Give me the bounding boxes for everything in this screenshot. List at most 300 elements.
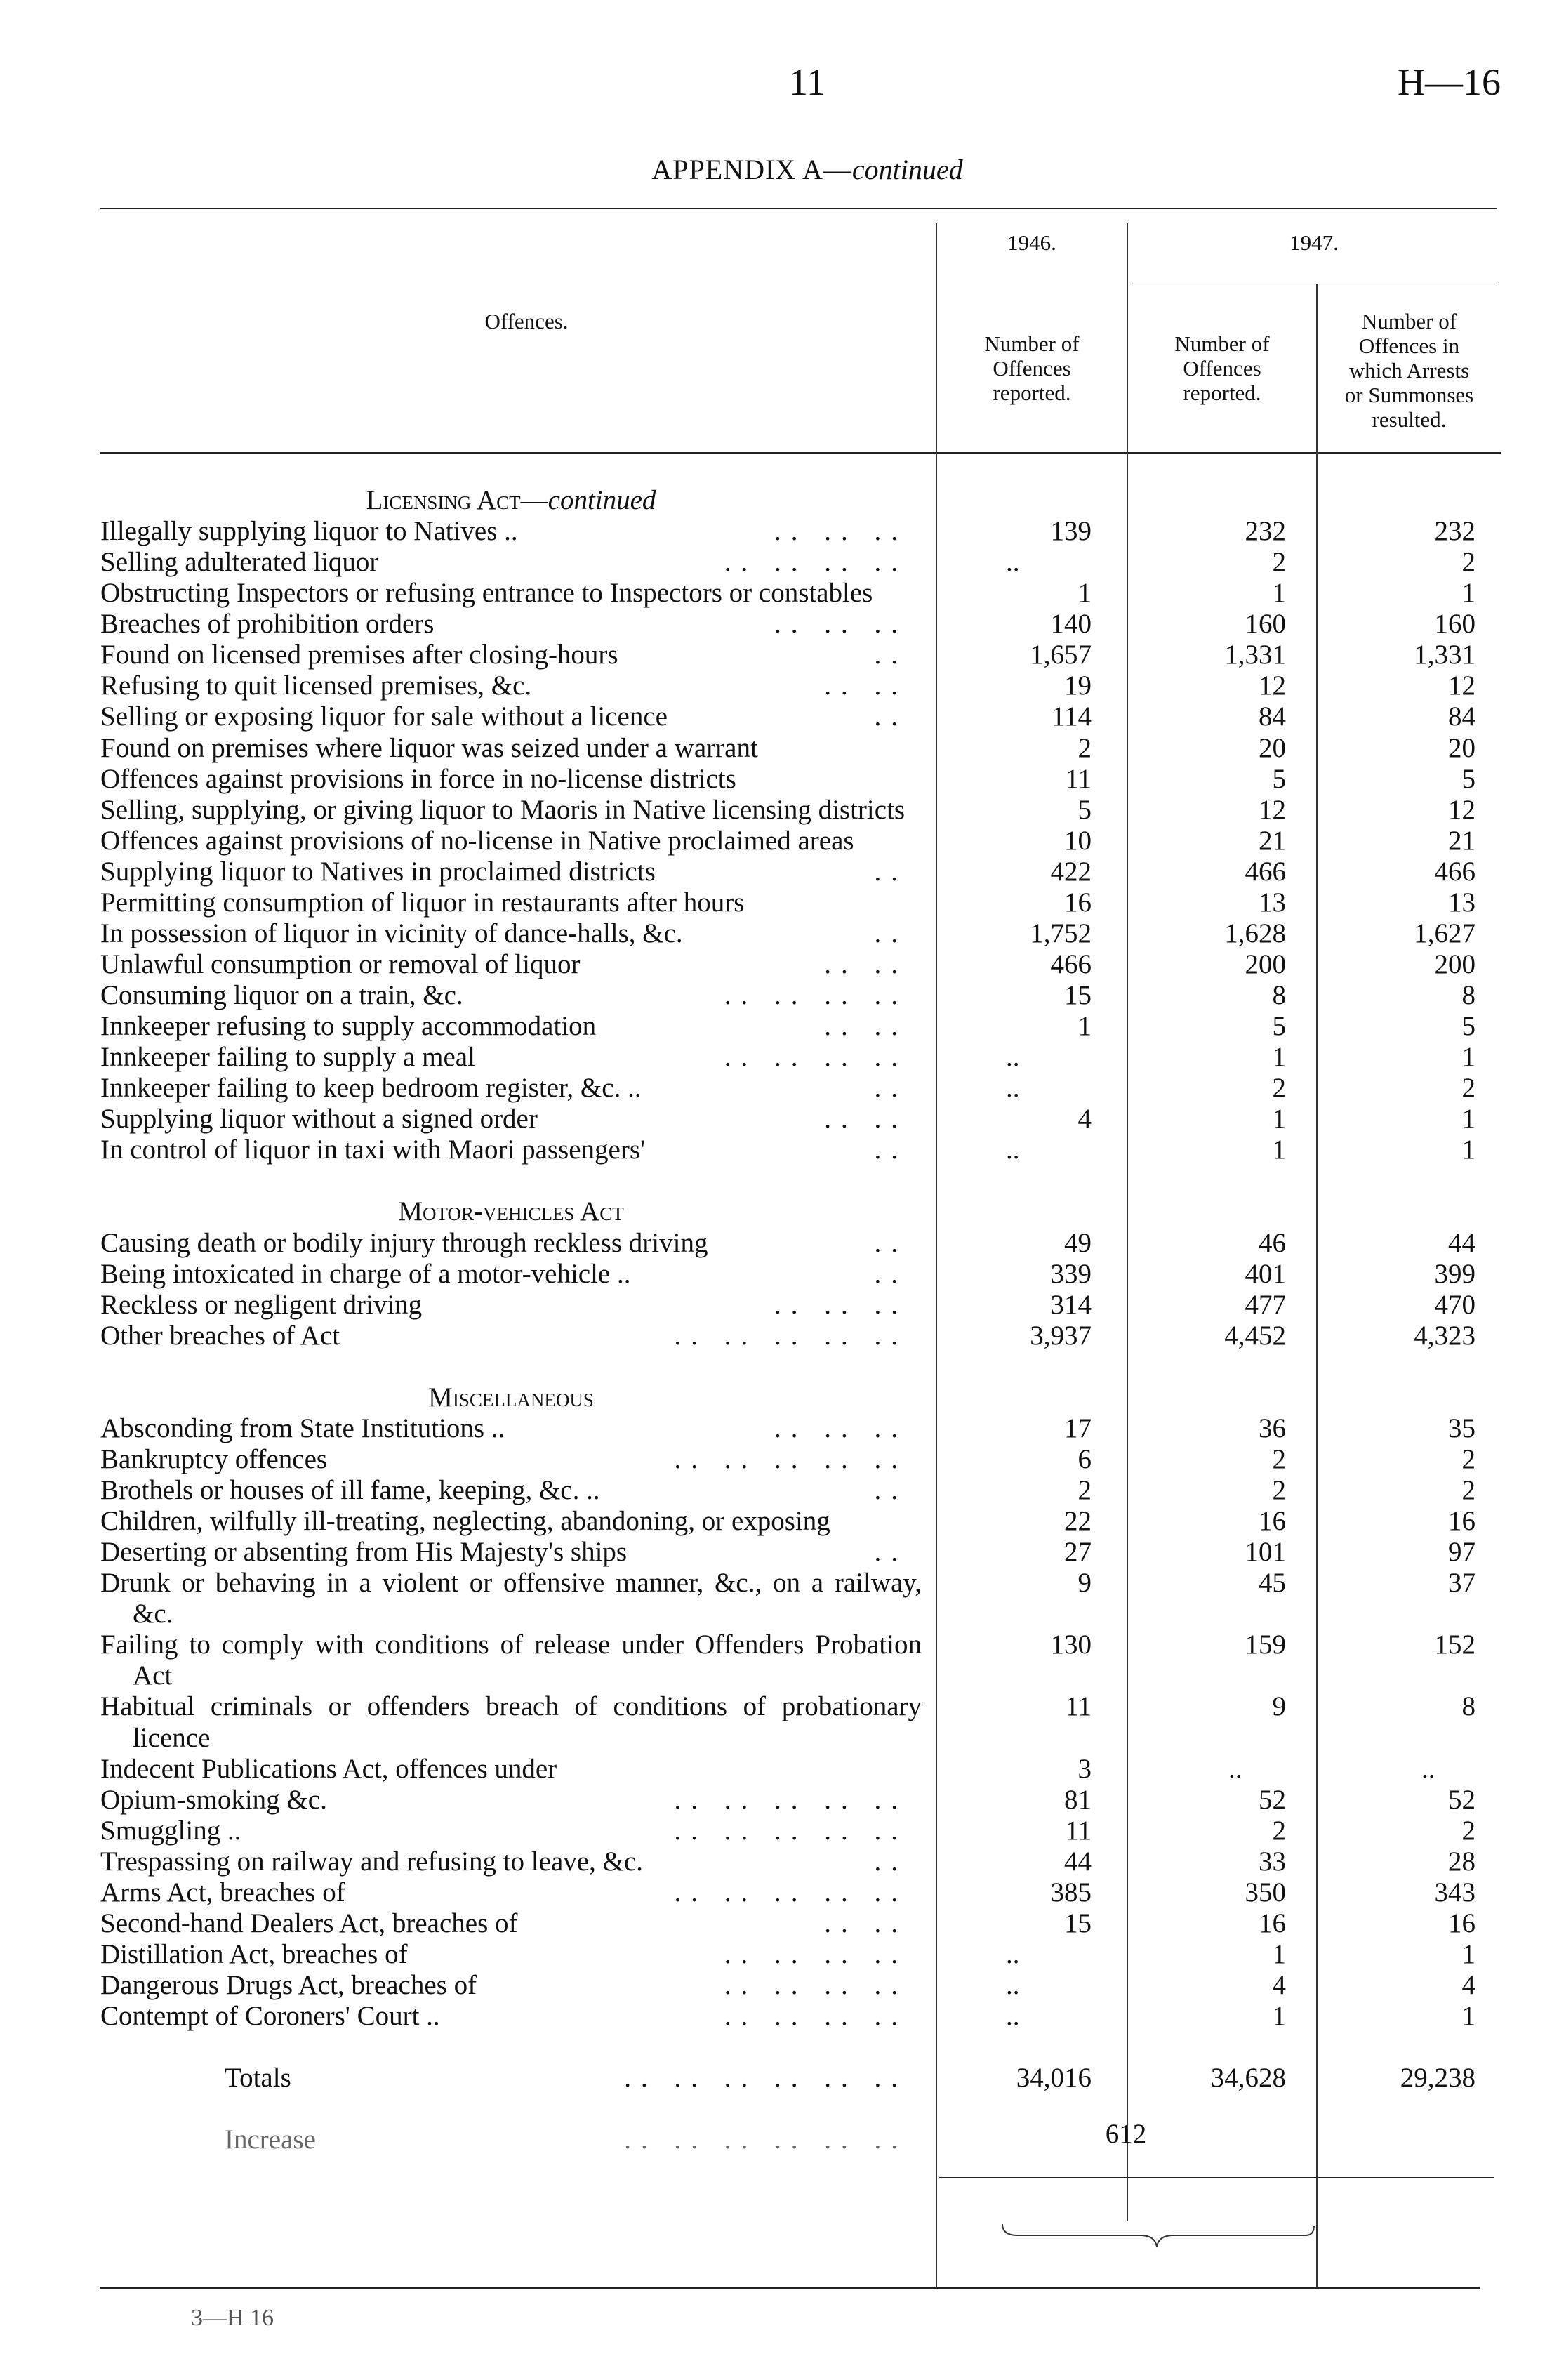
section-heading xyxy=(100,1196,1501,1227)
offence-label xyxy=(100,980,936,1011)
dot-leader: .. .. .. .. .. xyxy=(674,1784,908,1815)
offence-label xyxy=(100,547,936,578)
count-1946-reported: 130 xyxy=(1050,1629,1092,1660)
count-1947-arrests: 37 xyxy=(1448,1568,1475,1599)
count-1946-reported: 44 xyxy=(1064,1846,1092,1877)
count-1947-reported: 401 xyxy=(1245,1258,1286,1289)
offence-text: Bankruptcy offences xyxy=(100,1444,331,1474)
count-1947-reported: 16 xyxy=(1259,1908,1286,1938)
offence-text: In control of liquor in taxi with Maori passengers' xyxy=(100,1135,649,1165)
count-1947-arrests: .. xyxy=(1421,1753,1435,1784)
count-1947-reported: 232 xyxy=(1245,516,1286,547)
section-heading-text: Miscellaneous xyxy=(428,1382,594,1413)
table-row xyxy=(100,1970,1501,2001)
count-1946-reported: 15 xyxy=(1064,980,1092,1010)
header-line: Number of xyxy=(1174,331,1270,356)
count-1947-arrests: 2 xyxy=(1461,1443,1475,1474)
count-1946-reported: .. xyxy=(1006,1042,1020,1073)
offence-text: Brothels or houses of ill fame, keeping, &c. .. xyxy=(100,1475,604,1505)
bottom-rule xyxy=(100,2287,1480,2289)
count-1947-arrests: 28 xyxy=(1448,1846,1475,1877)
offence-label xyxy=(100,640,936,670)
document-code: H—16 xyxy=(1398,61,1501,103)
header-line: Offences xyxy=(1183,356,1261,381)
offence-text: Other breaches of Act xyxy=(100,1321,344,1351)
count-1947-arrests: 1 xyxy=(1461,1135,1475,1165)
count-1947-arrests: 8 xyxy=(1461,980,1475,1010)
footer-code: 3—H 16 xyxy=(191,2305,274,2331)
totals-label xyxy=(100,2063,936,2094)
offences-table xyxy=(100,485,1501,2155)
offence-label xyxy=(100,1042,936,1073)
table-row xyxy=(100,1073,1501,1104)
count-1947-arrests: 1 xyxy=(1461,1104,1475,1135)
table-row xyxy=(100,1846,1501,1877)
table-row xyxy=(100,670,1501,701)
table-row xyxy=(100,918,1501,949)
offence-label xyxy=(100,733,936,764)
offence-label xyxy=(100,1537,936,1568)
offence-text: Supplying liquor without a signed order xyxy=(100,1104,542,1134)
count-1946-reported: 339 xyxy=(1050,1258,1092,1289)
count-1947-arrests: 1 xyxy=(1461,1042,1475,1073)
appendix-title-suffix: continued xyxy=(851,154,963,185)
count-1946-reported: 2 xyxy=(1077,732,1092,763)
count-1947-reported: 1 xyxy=(1272,578,1286,609)
table-row xyxy=(100,980,1501,1011)
count-1947-arrests: 12 xyxy=(1448,670,1475,701)
offence-label xyxy=(100,1135,936,1165)
count-1946-reported: 466 xyxy=(1050,948,1092,979)
count-1946-reported: 1,752 xyxy=(1030,918,1092,948)
totals-text: Totals xyxy=(225,2063,296,2093)
count-1947-arrests: 2 xyxy=(1461,1475,1475,1505)
dot-leader: .. .. xyxy=(824,948,908,979)
appendix-title xyxy=(491,153,1123,186)
table-row xyxy=(100,1816,1501,1846)
dot-leader: .. .. .. .. xyxy=(724,1970,908,2000)
section-heading-label xyxy=(100,1382,936,1413)
count-1947-reported: 46 xyxy=(1259,1227,1286,1258)
count-1947-arrests: 2 xyxy=(1461,1815,1475,1846)
offence-label xyxy=(100,1104,936,1135)
table-row xyxy=(100,1475,1501,1506)
count-1947-arrests: 466 xyxy=(1434,856,1475,887)
offence-text: Consuming liquor on a train, &c. xyxy=(100,980,467,1010)
table-row xyxy=(100,733,1501,764)
dot-leader: .. xyxy=(874,856,908,887)
table-row xyxy=(100,1506,1501,1537)
spacer xyxy=(100,1351,1501,1382)
table-row xyxy=(100,701,1501,732)
dot-leader: .. .. .. .. .. .. xyxy=(624,2124,908,2155)
count-1946-reported: 3,937 xyxy=(1030,1320,1092,1351)
offence-text: Supplying liquor to Natives in proclaimed districts xyxy=(100,857,660,887)
table-row xyxy=(100,1908,1501,1939)
count-1947-reported: 1 xyxy=(1272,1104,1286,1135)
table-row xyxy=(100,1104,1501,1135)
table-row xyxy=(100,1754,1501,1785)
dot-leader: .. .. .. .. xyxy=(724,980,908,1010)
table-row xyxy=(100,1228,1501,1259)
count-1947-reported: 1,628 xyxy=(1224,918,1286,948)
table-row xyxy=(100,547,1501,578)
offence-text: Failing to comply with conditions of release under Offenders Probation Act xyxy=(100,1629,922,1691)
table-row xyxy=(100,1321,1501,1351)
count-1947-reported: 2 xyxy=(1272,1475,1286,1505)
count-1946-reported: 11 xyxy=(1065,1815,1092,1846)
offence-text: Obstructing Inspectors or refusing entrance to Inspectors or constables xyxy=(100,578,877,608)
count-1947-reported: 2 xyxy=(1272,1815,1286,1846)
dot-leader: .. .. .. .. xyxy=(724,2001,908,2032)
count-1946-reported: .. xyxy=(1006,1073,1020,1104)
offence-label xyxy=(100,1506,936,1537)
dot-leader: .. xyxy=(874,640,908,670)
offence-text: Illegally supplying liquor to Natives .. xyxy=(100,516,522,546)
count-1946-reported: 19 xyxy=(1064,670,1092,701)
count-1946-reported: 34,016 xyxy=(1016,2063,1092,2094)
count-1946-reported: .. xyxy=(1006,547,1020,578)
offence-label xyxy=(100,1939,936,1970)
table-row xyxy=(100,2001,1501,2032)
appendix-title-text: APPENDIX A— xyxy=(651,154,852,185)
count-1947-arrests: 5 xyxy=(1461,763,1475,794)
offence-label xyxy=(100,1970,936,2001)
offence-text: Absconding from State Institutions .. xyxy=(100,1413,509,1443)
count-1946-reported: 1 xyxy=(1077,1011,1092,1042)
dot-leader: .. xyxy=(874,1135,908,1165)
count-1947-arrests: 52 xyxy=(1448,1784,1475,1815)
year-1947-header: 1947. xyxy=(1289,230,1339,255)
count-1947-reported: 34,628 xyxy=(1210,2063,1286,2094)
offence-label xyxy=(100,764,936,795)
count-1946-reported: .. xyxy=(1006,1938,1020,1969)
offence-text: Drunk or behaving in a violent or offensive manner, &c., on a railway, &c. xyxy=(100,1568,922,1629)
offence-label xyxy=(100,1475,936,1506)
offence-text: Reckless or negligent driving xyxy=(100,1290,426,1320)
count-1947-arrests: 4 xyxy=(1461,1970,1475,2000)
table-row xyxy=(100,826,1501,857)
count-1947-arrests: 1 xyxy=(1461,578,1475,609)
offence-label xyxy=(100,670,936,701)
header-line: which Arrests xyxy=(1348,358,1470,383)
count-1946-reported: 49 xyxy=(1064,1227,1092,1258)
count-1946-reported: 11 xyxy=(1065,1691,1092,1722)
offence-label xyxy=(100,949,936,980)
count-1947-reported: 9 xyxy=(1272,1691,1286,1722)
offence-label xyxy=(100,1290,936,1321)
increase-brace xyxy=(997,2223,1320,2251)
count-1946-reported: 422 xyxy=(1050,856,1092,887)
count-1947-reported: 350 xyxy=(1245,1877,1286,1908)
offence-text: Found on premises where liquor was seized under a warrant xyxy=(100,733,762,763)
header-line: Offences in xyxy=(1358,333,1460,358)
offence-label xyxy=(100,2001,936,2032)
count-1947-reported: 2 xyxy=(1272,1443,1286,1474)
offence-text: Trespassing on railway and refusing to leave, &c. xyxy=(100,1846,647,1877)
dot-leader: .. .. .. xyxy=(774,1413,908,1443)
table-row xyxy=(100,578,1501,609)
count-1946-reported: 6 xyxy=(1077,1443,1092,1474)
dot-leader: .. .. .. .. .. xyxy=(674,1443,908,1474)
offence-label xyxy=(100,701,936,732)
count-1947-arrests: 470 xyxy=(1434,1289,1475,1320)
table-row xyxy=(100,1042,1501,1073)
count-1947-reported: 52 xyxy=(1259,1784,1286,1815)
count-1947-reported: 33 xyxy=(1259,1846,1286,1877)
header-line: Number of xyxy=(1361,309,1457,333)
table-row xyxy=(100,609,1501,640)
count-1947-reported: 5 xyxy=(1272,763,1286,794)
offence-text: Unlawful consumption or removal of liquor xyxy=(100,949,584,979)
offence-text: Dangerous Drugs Act, breaches of xyxy=(100,1970,481,2000)
count-1947-arrests: 1,331 xyxy=(1414,640,1475,670)
count-1947-arrests: 160 xyxy=(1434,609,1475,640)
offence-text: Opium-smoking &c. xyxy=(100,1785,331,1815)
dot-leader: .. xyxy=(874,1475,908,1505)
table-row xyxy=(100,1939,1501,1970)
section-heading-label xyxy=(100,1196,936,1227)
increase-label xyxy=(100,2124,936,2155)
count-1947-reported: 84 xyxy=(1259,701,1286,732)
count-1947-reported: 160 xyxy=(1245,609,1286,640)
table-row xyxy=(100,1444,1501,1475)
count-1947-arrests: 44 xyxy=(1448,1227,1475,1258)
offence-text: Smuggling .. xyxy=(100,1816,245,1846)
count-1947-reported: 12 xyxy=(1259,794,1286,825)
offence-text: In possession of liquor in vicinity of dance-halls, &c. xyxy=(100,918,687,948)
count-1946-reported: 5 xyxy=(1077,794,1092,825)
offence-label xyxy=(100,1413,936,1444)
table-row xyxy=(100,640,1501,670)
count-1947-arrests: 16 xyxy=(1448,1506,1475,1537)
offence-text: Innkeeper failing to keep bedroom register, &c. .. xyxy=(100,1073,646,1103)
dot-leader: .. .. .. xyxy=(774,609,908,640)
offence-text: Being intoxicated in charge of a motor-vehicle .. xyxy=(100,1259,635,1289)
offence-label xyxy=(100,1011,936,1042)
count-1947-reported: 5 xyxy=(1272,1011,1286,1042)
col-1947-reported-header xyxy=(1128,331,1316,405)
count-1947-reported: 101 xyxy=(1245,1537,1286,1568)
count-1946-reported: 17 xyxy=(1064,1413,1092,1443)
offence-label xyxy=(100,1321,936,1351)
dot-leader: .. .. .. xyxy=(774,1289,908,1320)
offence-label xyxy=(100,1629,936,1691)
count-1947-reported: 8 xyxy=(1272,980,1286,1010)
count-1947-arrests: 84 xyxy=(1448,701,1475,732)
count-1947-reported: 1,331 xyxy=(1224,640,1286,670)
count-1947-arrests: 232 xyxy=(1434,516,1475,547)
table-row xyxy=(100,1537,1501,1568)
header-bottom-rule xyxy=(100,452,1501,454)
section-heading-text: Motor-vehicles Act xyxy=(398,1196,624,1227)
count-1947-arrests: 399 xyxy=(1434,1258,1475,1289)
count-1946-reported: 139 xyxy=(1050,516,1092,547)
offence-label xyxy=(100,1754,936,1785)
offence-label xyxy=(100,887,936,918)
count-1947-arrests: 200 xyxy=(1434,948,1475,979)
dot-leader: .. .. .. .. .. .. xyxy=(624,2063,908,2094)
count-1946-reported: 4 xyxy=(1077,1104,1092,1135)
count-1947-arrests: 16 xyxy=(1448,1908,1475,1938)
offence-label xyxy=(100,795,936,826)
count-1946-reported: 81 xyxy=(1064,1784,1092,1815)
table-row xyxy=(100,764,1501,795)
offence-text: Indecent Publications Act, offences under xyxy=(100,1754,561,1784)
offence-text: Permitting consumption of liquor in restaurants after hours xyxy=(100,887,748,918)
offence-text: Innkeeper refusing to supply accommodation xyxy=(100,1011,600,1041)
top-rule xyxy=(100,208,1497,209)
offence-text: Innkeeper failing to supply a meal xyxy=(100,1042,479,1072)
dot-leader: .. xyxy=(874,1846,908,1877)
table-row xyxy=(100,1877,1501,1908)
spacer xyxy=(100,2032,1501,2063)
dot-leader: .. .. .. .. .. xyxy=(674,1877,908,1908)
count-1947-arrests: 1 xyxy=(1461,1938,1475,1969)
offence-text: Found on licensed premises after closing-hours xyxy=(100,640,623,670)
offence-label xyxy=(100,1877,936,1908)
count-1946-reported: .. xyxy=(1006,1135,1020,1165)
count-1947-reported: 36 xyxy=(1259,1413,1286,1443)
offence-label xyxy=(100,1691,936,1753)
count-1947-arrests: 8 xyxy=(1461,1691,1475,1722)
table-row xyxy=(100,1011,1501,1042)
offence-label xyxy=(100,1846,936,1877)
count-1947-reported: 16 xyxy=(1259,1506,1286,1537)
count-1947-reported: 12 xyxy=(1259,670,1286,701)
spacer xyxy=(100,1165,1501,1196)
count-1947-arrests: 152 xyxy=(1434,1629,1475,1660)
header-line: reported. xyxy=(993,381,1071,405)
offence-label xyxy=(100,1568,936,1629)
count-1947-arrests: 12 xyxy=(1448,794,1475,825)
offence-text: Offences against provisions in force in no-license districts xyxy=(100,764,741,794)
offence-label xyxy=(100,1785,936,1816)
table-row xyxy=(100,1568,1501,1629)
count-1947-arrests: 20 xyxy=(1448,732,1475,763)
count-1947-reported: 1 xyxy=(1272,1938,1286,1969)
year-1946-header: 1946. xyxy=(1007,230,1056,255)
count-1946-reported: 27 xyxy=(1064,1537,1092,1568)
offence-text: Offences against provisions of no-license in Native proclaimed areas xyxy=(100,826,858,856)
dot-leader: .. .. .. .. xyxy=(724,1938,908,1969)
offence-label xyxy=(100,857,936,887)
offence-label xyxy=(100,918,936,949)
header-line: resulted. xyxy=(1372,407,1447,432)
dot-leader: .. xyxy=(874,701,908,732)
count-1946-reported: 15 xyxy=(1064,1908,1092,1938)
page-number: 11 xyxy=(789,61,825,103)
offence-text: Contempt of Coroners' Court .. xyxy=(100,2001,444,2031)
count-1947-reported: 4,452 xyxy=(1224,1320,1286,1351)
table-row xyxy=(100,795,1501,826)
table-row xyxy=(100,1413,1501,1444)
dot-leader: .. .. xyxy=(824,670,908,701)
count-1946-reported: 1 xyxy=(1077,578,1092,609)
count-1947-arrests: 1 xyxy=(1461,2001,1475,2032)
dot-leader: .. xyxy=(874,1258,908,1289)
count-1947-reported: 2 xyxy=(1272,1073,1286,1104)
header-line: reported. xyxy=(1183,381,1261,405)
offence-label xyxy=(100,609,936,640)
offence-label xyxy=(100,516,936,547)
offence-text: Refusing to quit licensed premises, &c. xyxy=(100,670,536,701)
offence-text: Second-hand Dealers Act, breaches of xyxy=(100,1908,522,1938)
count-1947-arrests: 2 xyxy=(1461,547,1475,578)
offence-label xyxy=(100,1444,936,1475)
offence-label xyxy=(100,826,936,857)
dot-leader: .. .. xyxy=(824,1011,908,1042)
offence-label xyxy=(100,1259,936,1290)
count-1947-arrests: 4,323 xyxy=(1414,1320,1475,1351)
section-heading-text: Licensing Act— xyxy=(366,485,548,515)
dot-leader: .. xyxy=(874,918,908,948)
count-1946-reported: 2 xyxy=(1077,1475,1092,1505)
table-row xyxy=(100,516,1501,547)
dot-leader: .. .. xyxy=(824,1104,908,1135)
table-row xyxy=(100,1629,1501,1691)
section-heading-label xyxy=(100,485,936,516)
increase-row xyxy=(100,2119,1501,2155)
table-row xyxy=(100,1785,1501,1816)
offence-label xyxy=(100,1908,936,1939)
offence-text: Distillation Act, breaches of xyxy=(100,1939,412,1969)
count-1947-reported: 1 xyxy=(1272,1135,1286,1165)
count-1947-reported: .. xyxy=(1228,1753,1242,1784)
count-1946-reported: 9 xyxy=(1077,1568,1092,1599)
section-heading xyxy=(100,1382,1501,1413)
offence-label xyxy=(100,1073,936,1104)
count-1947-arrests: 1,627 xyxy=(1414,918,1475,948)
header-line: or Summonses xyxy=(1344,383,1474,407)
offence-text: Habitual criminals or offenders breach of conditions of probationary licence xyxy=(100,1691,922,1753)
dot-leader: .. .. .. .. .. xyxy=(674,1320,908,1351)
count-1946-reported: .. xyxy=(1006,2001,1020,2032)
offences-header: Offences. xyxy=(484,309,569,333)
count-1947-arrests: 29,238 xyxy=(1400,2063,1475,2094)
count-1947-reported: 2 xyxy=(1272,547,1286,578)
count-1947-reported: 4 xyxy=(1272,1970,1286,2000)
count-1947-reported: 20 xyxy=(1259,732,1286,763)
offence-label xyxy=(100,1816,936,1846)
count-1947-arrests: 2 xyxy=(1461,1073,1475,1104)
count-1946-reported: 114 xyxy=(1051,701,1092,732)
offence-text: Children, wilfully ill-treating, neglecting, abandoning, or exposing xyxy=(100,1506,835,1536)
totals-row xyxy=(100,2063,1501,2094)
offence-label xyxy=(100,1228,936,1259)
section-heading xyxy=(100,485,1501,516)
dot-leader: .. .. .. .. xyxy=(724,1042,908,1073)
count-1947-arrests: 35 xyxy=(1448,1413,1475,1443)
offence-text: Deserting or absenting from His Majesty's ships xyxy=(100,1537,631,1567)
table-row xyxy=(100,1290,1501,1321)
dot-leader: .. xyxy=(874,1537,908,1568)
col-1946-reported-header xyxy=(937,331,1127,405)
increase-value: 612 xyxy=(1105,2119,1147,2150)
offence-text: Breaches of prohibition orders xyxy=(100,609,438,639)
count-1946-reported: 3 xyxy=(1077,1753,1092,1784)
dot-leader: .. .. .. .. xyxy=(724,547,908,578)
section-heading-italic: continued xyxy=(548,485,656,515)
count-1946-reported: 11 xyxy=(1065,763,1092,794)
header-line: Number of xyxy=(984,331,1080,356)
count-1946-reported: 314 xyxy=(1050,1289,1092,1320)
count-1946-reported: 385 xyxy=(1050,1877,1092,1908)
offence-label xyxy=(100,578,936,609)
dot-leader: .. .. .. xyxy=(774,516,908,547)
offence-text: Selling, supplying, or giving liquor to Maoris in Native licensing districts xyxy=(100,795,909,825)
count-1946-reported: 10 xyxy=(1064,825,1092,856)
